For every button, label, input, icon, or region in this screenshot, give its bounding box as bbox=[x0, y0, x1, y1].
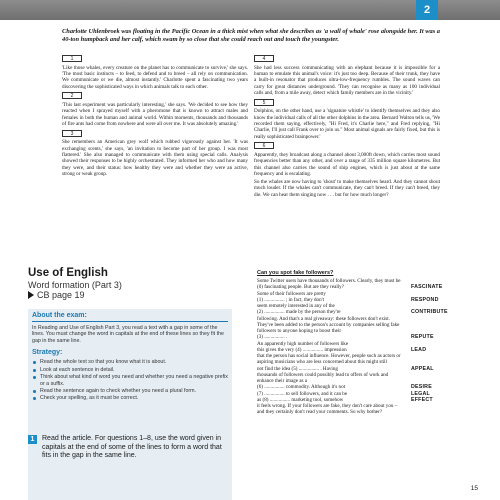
gap-paragraph-5 bbox=[254, 98, 440, 107]
article-row-text: (1) ................ ; in fact, they don't bbox=[257, 296, 324, 303]
keyword-capitals: FASCINATE bbox=[411, 284, 443, 291]
keyword-capitals: EFFECT bbox=[411, 396, 433, 403]
strategy-item: Check your spelling, as it must be correct. bbox=[32, 395, 228, 402]
article-row-text: (0) fascinating people. But are they really? bbox=[257, 284, 344, 291]
gap-box-2[interactable]: 2 bbox=[62, 92, 82, 99]
paragraph: She remembers an American grey wolf which rubbed vigorously against her. 'It was exchanging scents,' she says, 'an invitation to become part of her group. I was most flattered.' She also managed to communicate with them using special calls. Analysis showed their responses to be highly orchestrated. They informed her who and how many they were, and their status: how healthy they were and whether they were an active, strong or weak group. bbox=[62, 139, 248, 177]
bullet-icon bbox=[33, 376, 36, 379]
exam-tips-panel bbox=[28, 309, 232, 500]
article-row-text: following. And that's a real giveaway: these followers don't exist. They've been added to the person's account by companies selling fake followers to anyone hoping to boost their bbox=[257, 315, 400, 334]
paragraph: 'Like those whales, every creature on the planet has to communicate to survive,' she says. 'The most basic instincts – to feed, to defend and to breed – all rely on communication. We communicate or we die, almost instantly.' Charlotte spent a fascinating two years discovering the sophisticated ways in which animals talk to each other. bbox=[62, 64, 248, 90]
article-row-text: (7) ................ to sell followers, and it can be bbox=[257, 390, 348, 397]
about-exam-text: In Reading and Use of English Part 3, you read a text with a gap in some of the lines. You must change the word in capitals at the end of these lines so they fit the gap in the same line. bbox=[32, 324, 224, 344]
gap-paragraph-1 bbox=[62, 54, 248, 63]
strategy-item: Think about what kind of word you need and whether you need a negative prefix or a suffix. bbox=[32, 374, 228, 387]
article-rows bbox=[257, 278, 473, 416]
paragraph: Apparently, they broadcast along a channel about 3,000ft down, which carries most sound frequencies better than any other, and over a range of 335 million square kilometres. But this channel also carries the sound of ship engines, which is just about at the same frequency and is escalating. bbox=[254, 151, 440, 177]
gap-box-3[interactable]: 3 bbox=[62, 130, 82, 137]
bullet-icon bbox=[33, 369, 36, 372]
article-title: Can you spot fake followers? bbox=[257, 270, 334, 276]
task-text: Read the article. For questions 1–8, use the word given in capitals at the end of some of the lines to form a word that fits in the gap in the same line. bbox=[42, 435, 222, 460]
arrow-right-icon bbox=[28, 291, 34, 299]
article-row-text: as (8) ................ marketing tool, somehow bbox=[257, 396, 344, 403]
gap-paragraph-4 bbox=[254, 54, 440, 63]
use-of-english-header bbox=[28, 267, 248, 300]
page-number: 15 bbox=[470, 485, 478, 492]
bullet-icon bbox=[33, 361, 36, 364]
bullet-icon bbox=[33, 390, 36, 393]
strategy-heading: Strategy: bbox=[32, 349, 63, 357]
gap-box-4[interactable]: 4 bbox=[254, 55, 274, 62]
article-row-text: Some Twitter users have thousands of followers. Clearly, they must be bbox=[257, 278, 401, 284]
keyword-capitals: APPEAL bbox=[411, 365, 434, 372]
article-row bbox=[257, 316, 473, 335]
task-instruction bbox=[28, 435, 232, 461]
strategy-item: Read the whole text so that you know what it is about. bbox=[32, 359, 228, 366]
article-row-text: (6) ................ commodity. Although it's not bbox=[257, 384, 346, 391]
keyword-capitals: REPUTE bbox=[411, 334, 434, 341]
keyword-capitals: LEGAL bbox=[411, 390, 430, 397]
article-row bbox=[257, 353, 473, 366]
task-number-badge: 1 bbox=[28, 435, 37, 444]
gap-box-6[interactable]: 6 bbox=[254, 142, 274, 149]
article-row-text: it feels wrong. If your followers are fake, they don't care about you – and they certainly don't read your comments. So why bother? bbox=[257, 403, 398, 416]
cb-ref-label: CB page 19 bbox=[37, 290, 85, 300]
about-exam-heading: About the exam: bbox=[32, 312, 87, 319]
article-row-text: thousands of followers could possibly lead to offers of work and enhance their image as a bbox=[257, 371, 389, 384]
gap-paragraph-2 bbox=[62, 91, 248, 100]
keyword-capitals: LEAD bbox=[411, 346, 427, 353]
strategy-item: Look at each sentence in detail. bbox=[32, 367, 228, 374]
keyword-capitals: CONTRIBUTE bbox=[411, 309, 448, 316]
paragraph: 'This last experiment was particularly interesting,' she says. 'We decided to see how they reacted when I sprayed myself with a pheromone that is known to attract males and females in both the human and animal world. Within moments, thousands and thousands of fire ants had come from nowhere and were all over me. It was absolutely amazing.' bbox=[62, 101, 248, 127]
reading-left-column bbox=[62, 54, 248, 266]
article-row-text: Some of their followers are pretty bbox=[257, 290, 326, 297]
article-row-text: not find the idea (5) ................ . Having bbox=[257, 365, 338, 372]
bullet-icon bbox=[33, 397, 36, 400]
word-formation-article bbox=[257, 270, 473, 416]
article-row-text: (3) ................ . bbox=[257, 334, 288, 341]
paragraph: So the whales are now having to 'shout' to make themselves heard. And they cannot shout much louder. If the whales can't communicate, they can't breed. If they can't breed, they die. We can hear them singing now . . . but for how much longer? bbox=[254, 178, 440, 198]
article-row bbox=[257, 372, 473, 385]
article-row bbox=[257, 403, 473, 416]
unit-number-badge: 2 bbox=[416, 0, 438, 20]
reading-right-column bbox=[254, 54, 440, 266]
gap-box-1[interactable]: 1 bbox=[62, 55, 82, 62]
article-row-text: this gives the very (4) ................ impression bbox=[257, 346, 347, 353]
article-row-text: that the person has social influence. However, people such as actors or aspiring musicians who are less concerned about this might still bbox=[257, 353, 401, 366]
section-title: Use of English bbox=[28, 267, 108, 279]
strategy-list bbox=[28, 356, 232, 401]
gap-box-5[interactable]: 5 bbox=[254, 99, 274, 106]
keyword-capitals: RESPOND bbox=[411, 296, 439, 303]
article-row-text: (2) ................ made by the person they're bbox=[257, 309, 341, 316]
strategy-item: Read the sentence again to check whether you need a plural form. bbox=[32, 388, 228, 395]
paragraph: Dolphins, on the other hand, use a 'signature whistle' to identify themselves and they also know the individual calls of all the other dolphins in the area. Bernard Walton tells us, 'We recorded them saying, effectively, "Hi Fred, it's Charlie here," and Fred replying, "Hi Charlie, I'll just call Frank over to join us." Most animal signals are fairly fixed, but this is really sophisticated brainpower.' bbox=[254, 108, 440, 140]
gap-paragraph-6 bbox=[254, 141, 440, 150]
article-row-text: An apparently high number of followers like bbox=[257, 340, 349, 347]
section-subtitle: Word formation (Part 3) bbox=[28, 280, 122, 290]
keyword-capitals: DESIRE bbox=[411, 384, 432, 391]
article-row-text: seem remotely interested in any of the bbox=[257, 303, 335, 309]
article-intro: Charlotte Uhlenbroek was floating in the Pacific Ocean in a thick mist when what she describes as 'a wall of whale' rose alongside her. It was a 40-ton humpback and her calf, which swam by so close that she could reach out and touch the youngster. bbox=[62, 28, 440, 43]
paragraph: She had less success communicating with an elephant because it is impossible for a human to emulate this animal's voice: it's just too deep. Because of their trunk, they have a built-in resonator that produces ultra-low-frequency rumbles. The sound waves can carry for great distances underground. 'They can recognise as many as 100 individual calls and, from a mile away, detect which family members are in the vicinity.' bbox=[254, 64, 440, 96]
coursebook-reference bbox=[28, 290, 248, 300]
gap-paragraph-3 bbox=[62, 129, 248, 138]
